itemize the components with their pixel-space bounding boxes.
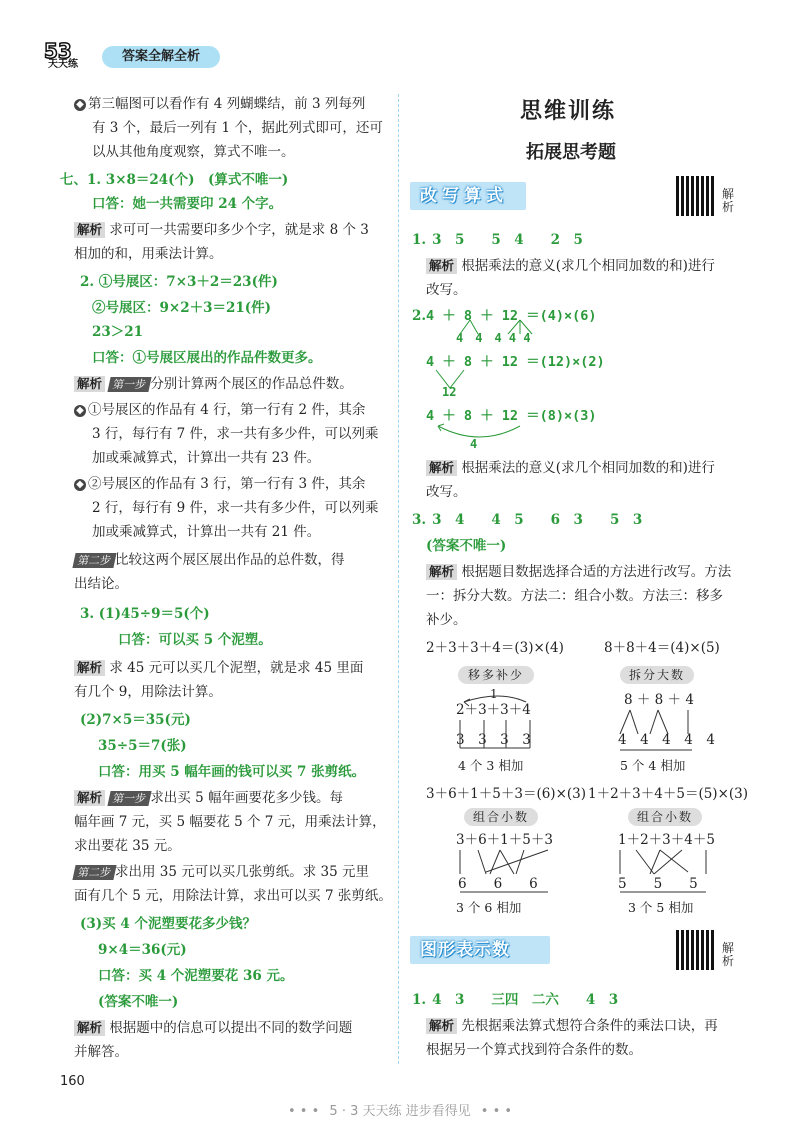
q7-3-c-note: (答案不唯一) <box>98 994 179 1010</box>
r1: 1. 3 5 5 4 2 5 <box>412 232 583 248</box>
d1-bottom: 3 3 3 3 <box>456 732 531 748</box>
d2-caption: 5 个 4 相加 <box>620 758 686 773</box>
r2-c: 4 ＋ 8 ＋ 12 ＝(8)×(3) <box>426 408 597 424</box>
q7-2-c: 23＞21 <box>92 324 144 340</box>
r1-jx-l1: 解析 根据乘法的意义(求几个相同加数的和)进行 <box>426 256 715 276</box>
section-banner-1: 改写算式 <box>410 182 526 210</box>
q7-3-c-answer: 口答：买 4 个泥塑要花 36 元。 <box>98 968 294 984</box>
left-p1-l1: ◆ 第三幅图可以看作有 4 列蝴蝶结，前 3 列每列 <box>74 94 365 114</box>
r2-c-sub: 4 <box>470 437 478 451</box>
q7-2-step1: 解析 第一步 分别计算两个展区的作品总件数。 <box>74 374 353 394</box>
q7-3-b-step1-l2: 幅年画 7 元，买 5 幅要花 5 个 7 元，用乘法计算， <box>74 814 386 830</box>
svg-text:天天练: 天天练 <box>48 59 78 70</box>
q7-3-b-step1: 解析 第一步 求出买 5 幅年画要花多少钱。每 <box>74 788 343 808</box>
section-banner-2: 图形表示数 <box>410 936 550 964</box>
r3-jx-l3: 补少。 <box>426 612 467 628</box>
r4: 1. 4 3 三四 二六 4 3 <box>412 992 619 1008</box>
d1-one: 1 <box>490 687 498 701</box>
q7-3-a-jx-l1: 解析 求 45 元可以买几个泥塑，就是求 45 里面 <box>74 658 363 678</box>
bullet-icon: ◆ <box>74 479 86 491</box>
bullet-icon: ◆ <box>74 405 86 417</box>
left-p1-l3: 以从其他角度观察，算式不唯一。 <box>92 144 295 160</box>
qr-code-icon[interactable] <box>676 176 716 216</box>
d3-caption: 3 个 6 相加 <box>456 900 522 915</box>
q7-2-b1-l1: ◆ ①号展区的作品有 4 行，第一行有 2 件，其余 <box>74 400 365 420</box>
header-tag: 答案全解全析 <box>102 46 220 68</box>
svg-text:53: 53 <box>44 39 72 63</box>
q7-3-b2: 35÷5＝7(张) <box>98 738 187 754</box>
footer-slogan: • • • 5 · 3 天天练 进步看得见 • • • <box>288 1104 513 1119</box>
r3-jx-l2: 一：拆分大数。方法二：组合小数。方法三：移多 <box>426 588 723 604</box>
q7-3-a: 3. (1)45÷9＝5(个) <box>80 606 210 622</box>
logo <box>42 36 102 70</box>
d1-caption: 4 个 3 相加 <box>458 758 524 773</box>
pill-combine-2: 组合小数 <box>628 808 702 826</box>
q7-3-a-jx-l2: 有几个 9，用除法计算。 <box>74 684 222 700</box>
q7-2-b: ②号展区：9×2＋3＝21(件) <box>92 300 272 316</box>
q7-2-step2-l2: 出结论。 <box>74 576 128 592</box>
r2-jx-l2: 改写。 <box>426 484 467 500</box>
q7-3-c1: 9×4＝36(元) <box>98 942 187 958</box>
q7-2-b2-l2: 2 行，每行有 9 件，求一共有多少件，可以列乘 <box>92 500 379 516</box>
q7-1: 七、1. 3×8＝24(个) (算式不唯一) <box>60 172 289 188</box>
qr-code-icon-2[interactable] <box>676 930 716 970</box>
page-number: 160 <box>60 1074 85 1089</box>
q7-3-c: (3)买 4 个泥塑要花多少钱？ <box>80 916 256 932</box>
eq1: 2＋3＋3＋4＝(3)×(4) <box>426 640 564 656</box>
eq3: 3＋6＋1＋5＋3＝(6)×(3) <box>426 786 587 802</box>
pill-combine-1: 组合小数 <box>464 808 538 826</box>
q7-1-answer: 口答：她一共需要印 24 个字。 <box>92 196 283 212</box>
r3: 3. 3 4 4 5 6 3 5 3 <box>412 512 643 528</box>
page-title: 思维训练 <box>520 99 617 124</box>
d3-top: 3＋6＋1＋5＋3 <box>456 832 553 848</box>
qr-label-2: 解 析 <box>722 941 735 968</box>
d4-top: 1＋2＋3＋4＋5 <box>618 832 715 848</box>
d4-caption: 3 个 5 相加 <box>628 900 694 915</box>
r2-a: 4 ＋ 8 ＋ 12 ＝(4)×(6) <box>426 308 597 324</box>
r2-brackets <box>420 300 560 460</box>
r2-jx-l1: 解析 根据乘法的意义(求几个相同加数的和)进行 <box>426 458 715 478</box>
d4-lines <box>612 846 722 896</box>
d1-lines <box>450 686 540 756</box>
pill-split: 拆分大数 <box>620 666 694 684</box>
r4-jx-l1: 解析 先根据乘法算式想符合条件的乘法口诀，再 <box>426 1016 718 1036</box>
q7-3-b1: (2)7×5＝35(元) <box>80 712 191 728</box>
q7-2-b2-l3: 加或乘减算式，计算出一共有 21 件。 <box>92 524 321 540</box>
d1-top: 2＋3＋3＋4 <box>456 702 531 718</box>
q7-2-a: 2. ①号展区：7×3＋2＝23(件) <box>80 274 278 290</box>
r3-jx-l1: 解析 根据题目数据选择合适的方法进行改写。方法 <box>426 562 731 582</box>
column-divider <box>398 94 399 1064</box>
q7-3-b-step2-l2: 面有几个 5 元，用除法计算，求出可以买 7 张剪纸。 <box>74 888 392 904</box>
d2-lines <box>612 706 702 756</box>
page-subtitle: 拓展思考题 <box>526 142 616 163</box>
q7-1-jx-l2: 相加的和，用乘法计算。 <box>74 246 223 262</box>
qr-label: 解 析 <box>722 187 735 214</box>
dots-left-icon: • • • <box>288 1104 320 1119</box>
q7-2-b1-l3: 加或乘减算式，计算出一共有 23 件。 <box>92 450 321 466</box>
eq2: 8＋8＋4＝(4)×(5) <box>604 640 720 656</box>
eq4: 1＋2＋3＋4＋5＝(5)×(3) <box>588 786 749 802</box>
r2-a-sub: 4 4 4 4 4 <box>456 331 531 345</box>
q7-3-b-answer: 口答：用买 5 幅年画的钱可以买 7 张剪纸。 <box>98 764 366 780</box>
r1-jx-l2: 改写。 <box>426 282 467 298</box>
q7-3-a-answer: 口答：可以买 5 个泥塑。 <box>118 632 272 648</box>
q7-3-b-step1-l3: 求出要花 35 元。 <box>74 838 181 854</box>
dots-right-icon: • • • <box>480 1104 513 1119</box>
q7-3-b-step2: 第二步 求出用 35 元可以买几张剪纸。求 35 元里 <box>74 862 369 882</box>
d2-top: 8 ＋ 8 ＋ 4 <box>624 692 694 708</box>
d4-bottom: 5 5 5 <box>618 876 698 892</box>
q7-2-b2-l1: ◆ ②号展区的作品有 3 行，第一行有 3 件，其余 <box>74 474 365 494</box>
r3-note: (答案不唯一) <box>426 538 507 554</box>
r4-jx-l2: 根据另一个算式找到符合条件的数。 <box>426 1042 642 1058</box>
pill-move: 移多补少 <box>458 666 534 684</box>
q7-2-step2: 第二步 比较这两个展区展出作品的总件数，得 <box>74 550 345 570</box>
q7-1-jx-l1: 解析 求可可一共需要印多少个字，就是求 8 个 3 <box>74 220 369 240</box>
d3-lines <box>452 846 562 896</box>
r2-num: 2. <box>412 308 427 324</box>
r2-b: 4 ＋ 8 ＋ 12 ＝(12)×(2) <box>426 354 605 370</box>
q7-2-b1-l2: 3 行，每行有 7 件，求一共有多少件，可以列乘 <box>92 426 379 442</box>
q7-3-c-jx-l2: 并解答。 <box>74 1044 128 1060</box>
d2-bottom: 4 4 4 4 4 <box>618 732 715 748</box>
d3-bottom: 6 6 6 <box>458 876 538 892</box>
r2-b-sub: 12 <box>442 385 457 399</box>
q7-2-answer: 口答：①号展区展出的作品件数更多。 <box>92 350 322 366</box>
q7-3-c-jx-l1: 解析 根据题中的信息可以提出不同的数学问题 <box>74 1018 352 1038</box>
bullet-icon: ◆ <box>74 99 86 111</box>
left-p1-l2: 有 3 个，最后一列有 1 个，据此列式即可，还可 <box>92 120 383 136</box>
